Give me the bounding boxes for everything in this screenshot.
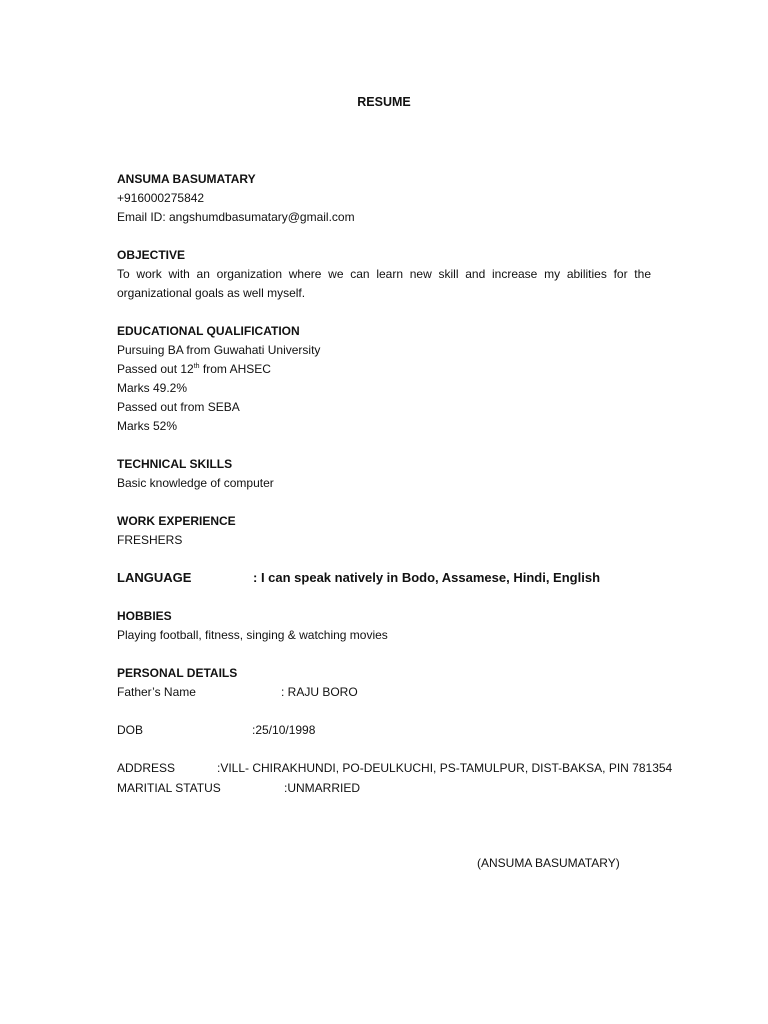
signature-name: (ANSUMA BASUMATARY) bbox=[477, 856, 620, 870]
father-label: Father’s Name bbox=[117, 685, 196, 699]
technical-heading: TECHNICAL SKILLS bbox=[117, 457, 233, 471]
resume-title: RESUME bbox=[357, 95, 411, 109]
hobbies-heading: HOBBIES bbox=[117, 609, 172, 623]
phone-number: +916000275842 bbox=[117, 191, 205, 205]
father-value: : RAJU BORO bbox=[281, 685, 358, 699]
education-line-5: Marks 52% bbox=[117, 419, 178, 433]
candidate-name: ANSUMA BASUMATARY bbox=[117, 172, 256, 186]
dob-label: DOB bbox=[117, 723, 144, 737]
address-label: ADDRESS bbox=[117, 761, 176, 775]
work-text: FRESHERS bbox=[117, 533, 183, 547]
objective-text: To work with an organization where we can learn new skill and increase my abilities for the organizational goals as well myself. bbox=[117, 267, 651, 300]
technical-text: Basic knowledge of computer bbox=[117, 476, 274, 490]
address-value: :VILL- CHIRAKHUNDI, PO-DEULKUCHI, PS-TAMULPUR, DIST-BAKSA, PIN 781354 bbox=[217, 761, 673, 775]
dob-value: :25/10/1998 bbox=[252, 723, 316, 737]
education-line-1: Pursuing BA from Guwahati University bbox=[117, 343, 321, 357]
language-label: LANGUAGE bbox=[117, 570, 192, 585]
work-heading: WORK EXPERIENCE bbox=[117, 514, 236, 528]
marital-label: MARITIAL STATUS bbox=[117, 781, 221, 795]
education-line-3: Marks 49.2% bbox=[117, 381, 188, 395]
hobbies-text: Playing football, fitness, singing & watching movies bbox=[117, 628, 388, 642]
objective-heading: OBJECTIVE bbox=[117, 248, 186, 262]
education-line-2: Passed out 12th from AHSEC bbox=[117, 362, 271, 376]
personal-heading: PERSONAL DETAILS bbox=[117, 666, 238, 680]
education-line-4: Passed out from SEBA bbox=[117, 400, 240, 414]
language-value: : I can speak natively in Bodo, Assamese, Hindi, English bbox=[253, 570, 601, 585]
email-line: Email ID: angshumdbasumatary@gmail.com bbox=[117, 210, 355, 224]
education-heading: EDUCATIONAL QUALIFICATION bbox=[117, 324, 300, 338]
marital-value: :UNMARRIED bbox=[284, 781, 361, 795]
